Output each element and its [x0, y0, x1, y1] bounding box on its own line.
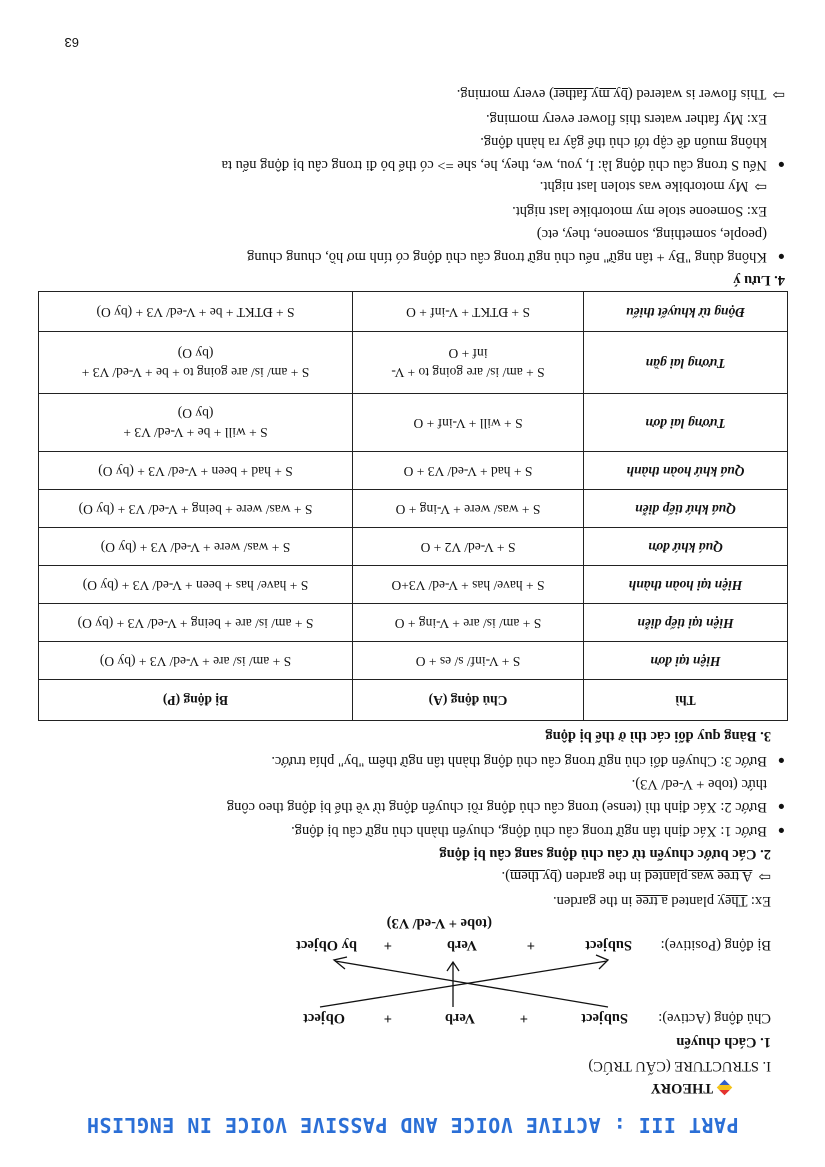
passive-cell: S + am/ is/ are going to + be + V-ed/ V3 + (by O) — [39, 332, 353, 394]
tense-cell: Động từ khuyết thiếu — [584, 292, 788, 332]
tense-cell: Quá khứ đơn — [584, 528, 788, 566]
column-header-active: Chủ động (A) — [353, 680, 584, 721]
steps-heading: 2. Các bước chuyển từ câu chủ động sang câu bị động — [439, 846, 771, 862]
column-header-tense: Thì — [584, 680, 788, 721]
tense-cell: Hiện tại tiếp diễn — [584, 604, 788, 642]
table-row — [39, 490, 788, 528]
table-heading: 3. Bảng quy đổi các thì ở thể bị động — [545, 728, 771, 744]
active-plus-2: + — [383, 1010, 392, 1026]
note-1-result: ⇨My motorbike was stolen last night. — [539, 178, 767, 194]
passive-cell: S + will + be + V-ed/ V3 + (by O) — [39, 394, 353, 452]
table-row — [39, 292, 788, 332]
note-1: ● Không dùng "By + tân ngữ" nếu chủ ngữ trong câu chủ động có tính mơ hồ, chung chung — [247, 249, 785, 265]
tense-cell: Hiện tại đơn — [584, 642, 788, 680]
table-row — [39, 642, 788, 680]
active-cell: S + am/ is/ are + V-ing + O — [353, 604, 584, 642]
note-heading: 4. Lưu ý — [733, 272, 785, 288]
active-cell: S + have/ has + V-ed/ V3+O — [353, 566, 584, 604]
table-row — [39, 528, 788, 566]
passive-cell: S + had + been + V-ed/ V3 + (by O) — [39, 452, 353, 490]
how-to-heading: 1. Cách chuyển — [676, 1034, 771, 1050]
active-subject: Subject — [581, 1010, 628, 1026]
passive-cell: S + am/ is/ are + being + V-ed/ V3 + (by O) — [39, 604, 353, 642]
right-arrow-icon: ⇨ — [758, 868, 771, 884]
step-1: ● Bước 1: Xác định tân ngữ trong câu chủ động, chuyển thành chủ ngữ câu bị động. — [291, 823, 785, 839]
passive-cell: S + was/ were + being + V-ed/ V3 + (by O) — [39, 490, 353, 528]
table-row — [39, 604, 788, 642]
example-1-passive: ⇨A tree was planted in the garden (by them). — [501, 868, 771, 884]
theory-label: THEORY — [650, 1080, 713, 1096]
bullet-icon: ● — [777, 800, 785, 814]
page-title: PART III : ACTIVE VOICE AND PASSIVE VOICE IN ENGLISH — [86, 1113, 739, 1137]
bullet-icon: ● — [777, 250, 785, 264]
bullet-icon: ● — [777, 754, 785, 768]
passive-plus-2: + — [383, 937, 392, 953]
note-2-continued: không muốn đề cập tới chủ thể gây ra hành động. — [480, 134, 767, 150]
active-cell: S + V-ed/ V2 + O — [353, 528, 584, 566]
passive-cell: S + was/ were + V-ed/ V3 + (by O) — [39, 528, 353, 566]
column-header-passive: Bị động (P) — [39, 680, 353, 721]
page-number: 63 — [64, 35, 79, 50]
step-2-continued: thức (tobe + V-ed/ V3). — [631, 776, 767, 792]
note-2-example: Ex: My father waters this flower every morning. — [485, 111, 767, 127]
right-arrow-icon: ⇨ — [772, 86, 785, 102]
active-object: Object — [303, 1010, 345, 1026]
table-header-row — [39, 680, 788, 721]
note-2: ● Nếu S trong câu chủ động là: I, you, we, they, he, she => có thể bỏ đi trong câu bị động nếu ta — [221, 157, 785, 173]
tense-cell: Quá khứ hoàn thành — [584, 452, 788, 490]
structure-heading: I. STRUCTURE (CẤU TRÚC) — [588, 1058, 771, 1074]
note-1-example: Ex: Someone stole my motorbike last night. — [512, 203, 767, 219]
active-cell: S + V-inf/ s/ es + O — [353, 642, 584, 680]
passive-cell: S + am/ is/ are + V-ed/ V3 + (by O) — [39, 642, 353, 680]
bullet-icon: ● — [777, 824, 785, 838]
passive-verb: Verb — [446, 937, 477, 953]
passive-plus-1: + — [526, 937, 535, 953]
bullet-icon: ● — [777, 158, 785, 172]
tense-cell: Quá khứ tiếp diễn — [584, 490, 788, 528]
active-cell: S + had + V-ed/ V3 + O — [353, 452, 584, 490]
active-cell: S + ĐTKT + V-inf + O — [353, 292, 584, 332]
active-label: Chủ động (Active): — [658, 1010, 771, 1026]
active-cell: S + was/ were + V-ing + O — [353, 490, 584, 528]
active-cell: S + am/ is/ are going to + V- inf + O — [353, 332, 584, 394]
passive-subject: Subject — [585, 937, 632, 953]
passive-label: Bị động (Positive): — [660, 937, 771, 953]
table-row — [39, 452, 788, 490]
table-row — [39, 566, 788, 604]
passive-formula: (tobe + V-ed/ V3) — [386, 915, 492, 931]
example-1-active: Ex: They planted a tree in the garden. — [553, 893, 771, 909]
table-row — [39, 332, 788, 394]
active-verb: Verb — [444, 1010, 475, 1026]
note-2-result: ⇨This flower is watered (by my father) every morning. — [456, 86, 785, 102]
step-3: ● Bước 3: Chuyển đổi chủ ngữ trong câu chủ động thành tân ngữ thêm "by" phía trước. — [271, 753, 785, 769]
passive-object: by Object — [296, 937, 357, 953]
note-1-continued: (people, something, someone, they, etc) — [536, 226, 767, 242]
step-2: ● Bước 2: Xác định thì (tense) trong câu chủ động rồi chuyển động từ về thể bị động theo công — [226, 799, 785, 815]
tense-cell: Hiện tại hoàn thành — [584, 566, 788, 604]
active-cell: S + will + V-inf + O — [353, 394, 584, 452]
table-row — [39, 394, 788, 452]
active-plus-1: + — [519, 1010, 528, 1026]
tense-conversion-table — [38, 291, 788, 721]
tense-cell: Tương lai gần — [584, 332, 788, 394]
passive-cell: S + have/ has + been + V-ed/ V3 + (by O) — [39, 566, 353, 604]
passive-cell: S + ĐTKT + be + V-ed/ V3 + (by O) — [39, 292, 353, 332]
tense-cell: Tương lai đơn — [584, 394, 788, 452]
right-arrow-icon: ⇨ — [754, 178, 767, 194]
